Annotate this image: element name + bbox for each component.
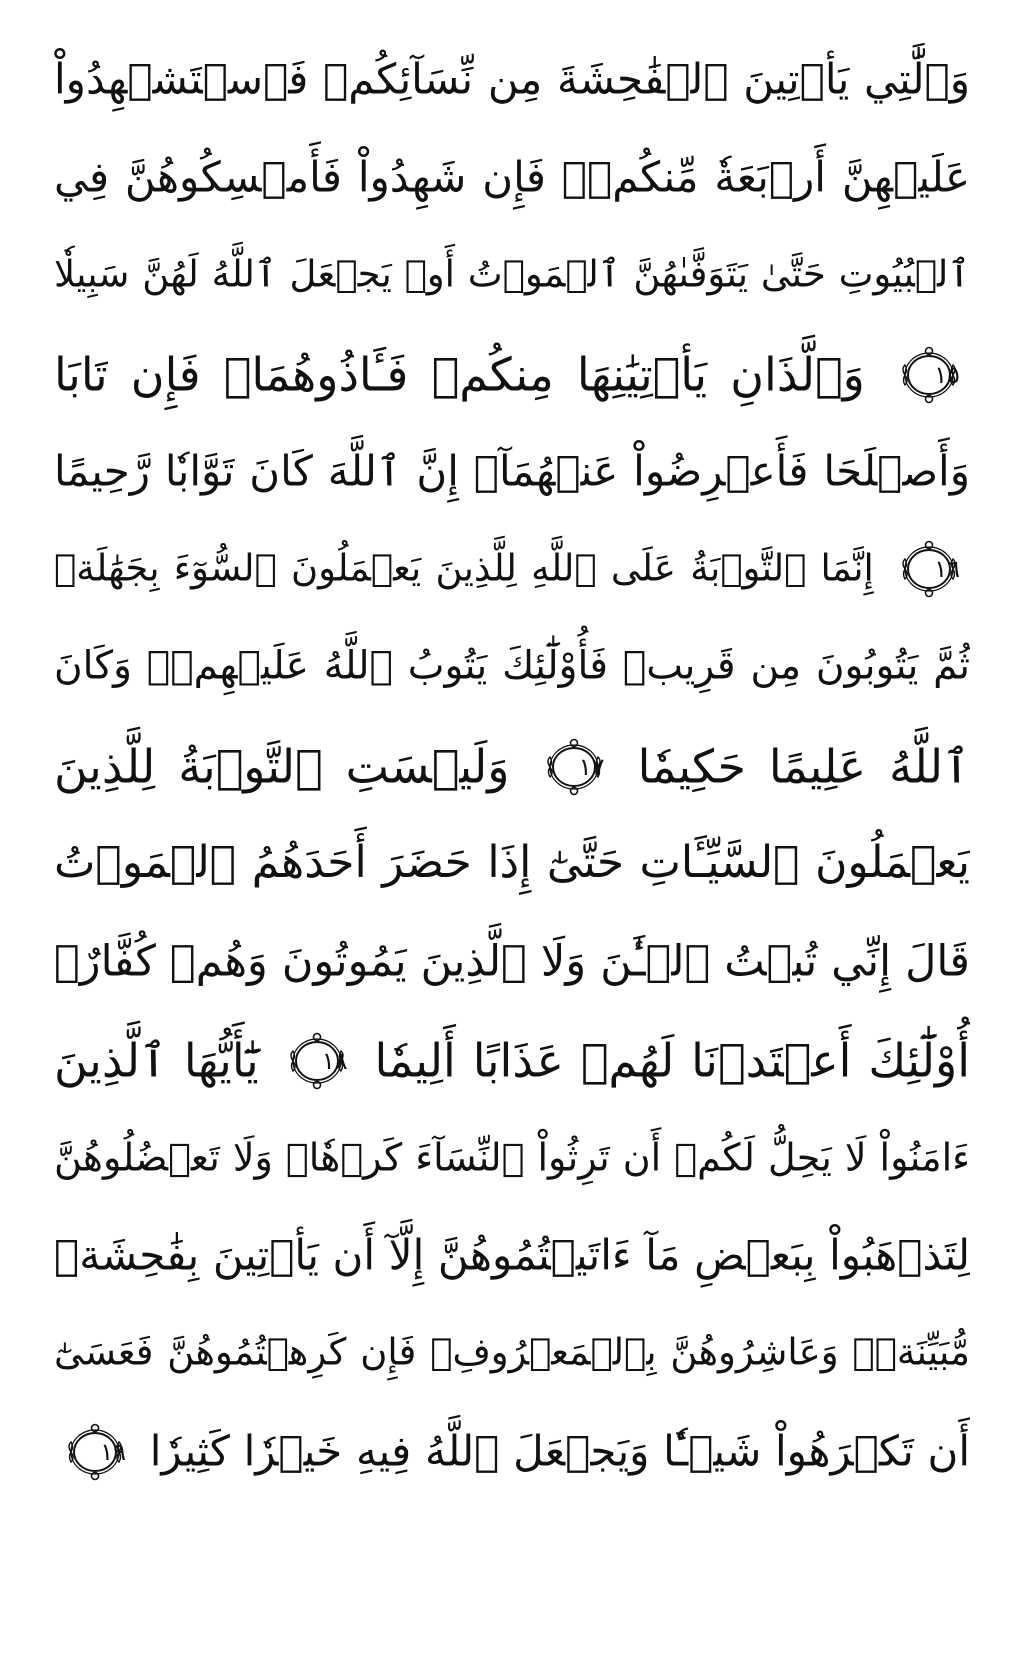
text-line (54, 126, 970, 224)
text-line (54, 910, 970, 1008)
verse-text: ٱلۡبُيُوتِ حَتَّىٰ يَتَوَفَّىٰهُنَّ ٱلۡمَوۡتُ أَوۡ يَجۡعَلَ ٱللَّهُ لَهُنَّ سَبِيلٗا (54, 252, 970, 296)
verse-text: وَٱلَّذَانِ يَأۡتِيَٰنِهَا مِنكُمۡ فَـَٔاذُوهُمَاۖ فَإِن تَابَا (54, 347, 865, 402)
verse-end-marker (898, 346, 960, 404)
verse-end-marker (286, 1032, 348, 1090)
verse-end-marker (898, 540, 960, 598)
verse-text: وَلَيۡسَتِ ٱلتَّوۡبَةُ لِلَّذِينَ (54, 739, 510, 794)
verse-text: يَعۡمَلُونَ ٱلسَّيِّـَٔاتِ حَتَّىٰٓ إِذَا حَضَرَ أَحَدَهُمُ ٱلۡمَوۡتُ (54, 837, 970, 888)
verse-text: ءَامَنُواْ لَا يَحِلُّ لَكُمۡ أَن تَرِثُواْ ٱلنِّسَآءَ كَرۡهٗاۖ وَلَا تَعۡضُلُوهُنَّ (54, 1135, 970, 1180)
text-line (54, 1302, 970, 1400)
text-line (54, 714, 970, 812)
text-line (54, 518, 970, 616)
text-line (54, 28, 970, 126)
verse-text: عَلَيۡهِنَّ أَرۡبَعَةٗ مِّنكُمۡۖ فَإِن شَهِدُواْ فَأَمۡسِكُوهُنَّ فِي (54, 152, 970, 202)
verse-text: وَٱلَّٰتِي يَأۡتِينَ ٱلۡفَٰحِشَةَ مِن نِّسَآئِكُمۡ فَٱسۡتَشۡهِدُواْ (54, 54, 970, 104)
verse-text: يَٰٓأَيُّهَا ٱلَّذِينَ (54, 1033, 259, 1088)
text-line (54, 1400, 970, 1498)
text-line (54, 420, 970, 518)
verse-text: ٱللَّهُ عَلِيمًا حَكِيمٗا (637, 739, 970, 794)
verse-text: لِتَذۡهَبُواْ بِبَعۡضِ مَآ ءَاتَيۡتُمُوهُنَّ إِلَّآ أَن يَأۡتِينَ بِفَٰحِشَةٖ (54, 1230, 970, 1280)
verse-number: ١٦ (934, 554, 960, 583)
verse-number: ١٩ (100, 1437, 126, 1466)
verse-end-marker (543, 738, 605, 796)
verse-number: ١٥ (934, 360, 960, 389)
text-line (54, 224, 970, 322)
verse-text: مُّبَيِّنَةٖۚ وَعَاشِرُوهُنَّ بِٱلۡمَعۡرُوفِۚ فَإِن كَرِهۡتُمُوهُنَّ فَعَسَىٰٓ (54, 1330, 970, 1374)
verse-text: أَن تَكۡرَهُواْ شَيۡـٔٗا وَيَجۡعَلَ ٱللَّهُ فِيهِ خَيۡرٗا كَثِيرٗا (149, 1426, 970, 1476)
verse-text: ثُمَّ يَتُوبُونَ مِن قَرِيبٖ فَأُوْلَٰٓئِكَ يَتُوبُ ٱللَّهُ عَلَيۡهِمۡۗ وَكَانَ (54, 643, 970, 689)
verse-number: ١٨ (321, 1046, 348, 1075)
text-line (54, 1204, 970, 1302)
verse-text: إِنَّمَا ٱلتَّوۡبَةُ عَلَى ٱللَّهِ لِلَّذِينَ يَعۡمَلُونَ ٱلسُّوٓءَ بِجَهَٰلَةٖ (54, 546, 874, 590)
text-line (54, 1106, 970, 1204)
text-line (54, 812, 970, 910)
text-line (54, 322, 970, 420)
text-line (54, 1008, 970, 1106)
verse-text: وَأَصۡلَحَا فَأَعۡرِضُواْ عَنۡهُمَآۗ إِنَّ ٱللَّهَ كَانَ تَوَّابٗا رَّحِيمًا (54, 446, 970, 496)
verse-text: أُوْلَٰٓئِكَ أَعۡتَدۡنَا لَهُمۡ عَذَابًا أَلِيمٗا (374, 1033, 970, 1088)
verse-number: ١٧ (578, 752, 605, 781)
verse-text: قَالَ إِنِّي تُبۡتُ ٱلۡـَٰٔنَ وَلَا ٱلَّذِينَ يَمُوتُونَ وَهُمۡ كُفَّارٌۚ (54, 936, 970, 987)
text-line (54, 616, 970, 714)
verse-end-marker (64, 1423, 126, 1481)
